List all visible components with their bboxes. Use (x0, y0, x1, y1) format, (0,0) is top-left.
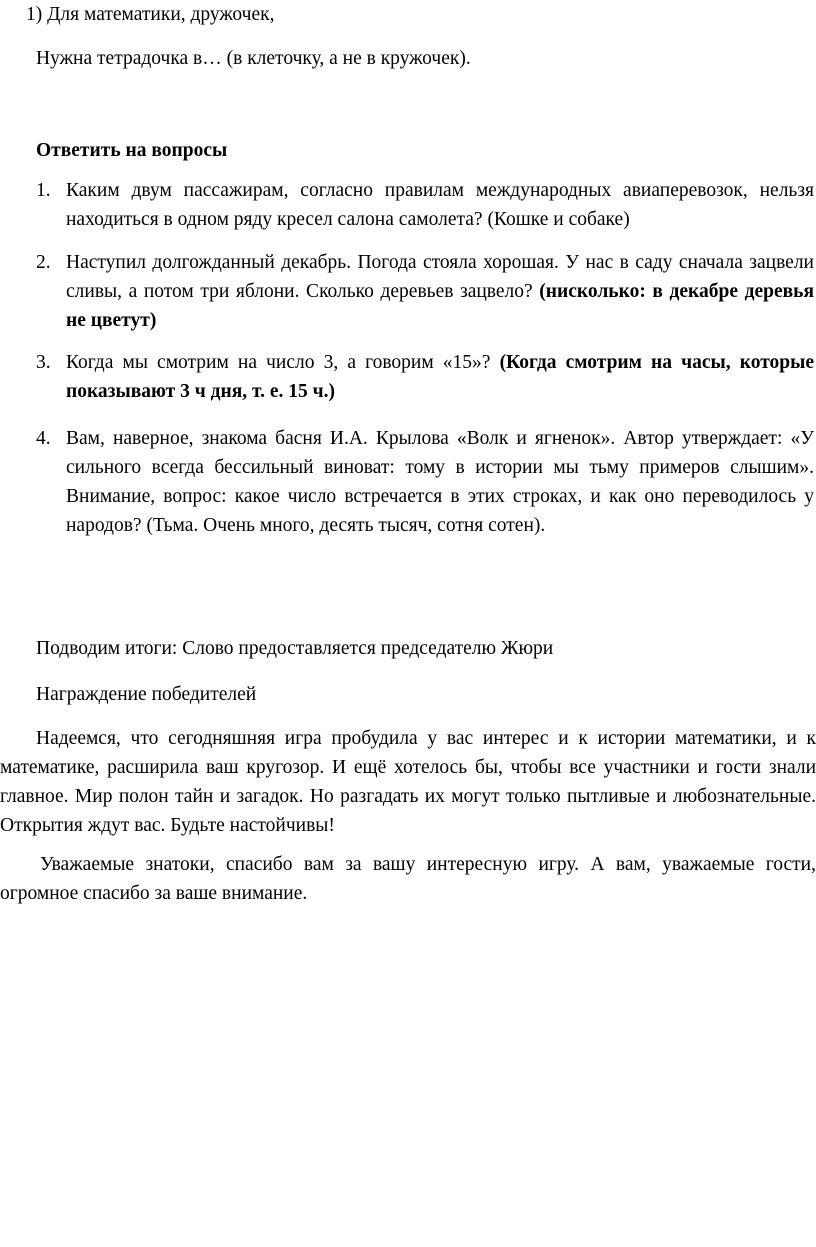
question-body: Наступил долгожданный декабрь. Погода стояла хорошая. У нас в саду сначала зацвели сливы, а потом три яблони. Сколько деревьев зацвело? (66, 252, 814, 302)
question-answer: (Когда смотрим на часы, которые показывают 3 ч дня, т. е. 15 ч.) (66, 352, 814, 402)
question-text (66, 424, 814, 540)
closing-paragraph-1: Надеемся, что сегодняшняя игра пробудила у вас интерес и к истории математики, и к математике, расширила ваш кругозор. И ещё хотелось бы, чтобы все участники и гости знали главное. Мир полон тайн и загадок. Но разгадать их могут только пытливые и любознательные. Открытия ждут вас. Будьте настойчивы! (0, 728, 816, 836)
question-text (66, 248, 814, 335)
question-text (66, 176, 814, 234)
question-number: 3. (36, 352, 51, 373)
question-answer: (нисколько: в декабре деревья не цветут) (66, 281, 814, 331)
question-number: 1. (36, 180, 51, 201)
question-text (66, 348, 814, 406)
intro-line-1: 1) Для математики, дружочек, (26, 4, 275, 25)
question-body: Когда мы смотрим на число 3, а говорим «15»? (66, 352, 500, 373)
question-body: Вам, наверное, знакома басня И.А. Крылова «Волк и ягненок». Автор утверждает: «У сильного всегда бессильный виноват: тому в истории мы тьму примеров слышим». Внимание, вопрос: какое число встречается в этих строках, и как оно переводилось у народов? (Тьма. Очень много, десять тысяч, сотня сотен). (66, 428, 814, 536)
summary-line-1: Подводим итоги: Слово предоставляется председателю Жюри (36, 638, 554, 659)
intro-line-2: Нужна тетрадочка в… (в клеточку, а не в кружочек). (36, 48, 471, 69)
question-number: 2. (36, 252, 51, 273)
section-title: Ответить на вопросы (36, 140, 228, 161)
question-body: Каким двум пассажирам, согласно правилам международных авиаперевозок, нельзя находиться в одном ряду кресел салона самолета? (Кошке и собаке) (66, 180, 814, 230)
closing-paragraph-2: Уважаемые знатоки, спасибо вам за вашу интересную игру. А вам, уважаемые гости, огромное спасибо за ваше внимание. (0, 854, 816, 904)
question-number: 4. (36, 428, 51, 449)
summary-line-2: Награждение победителей (36, 684, 257, 705)
